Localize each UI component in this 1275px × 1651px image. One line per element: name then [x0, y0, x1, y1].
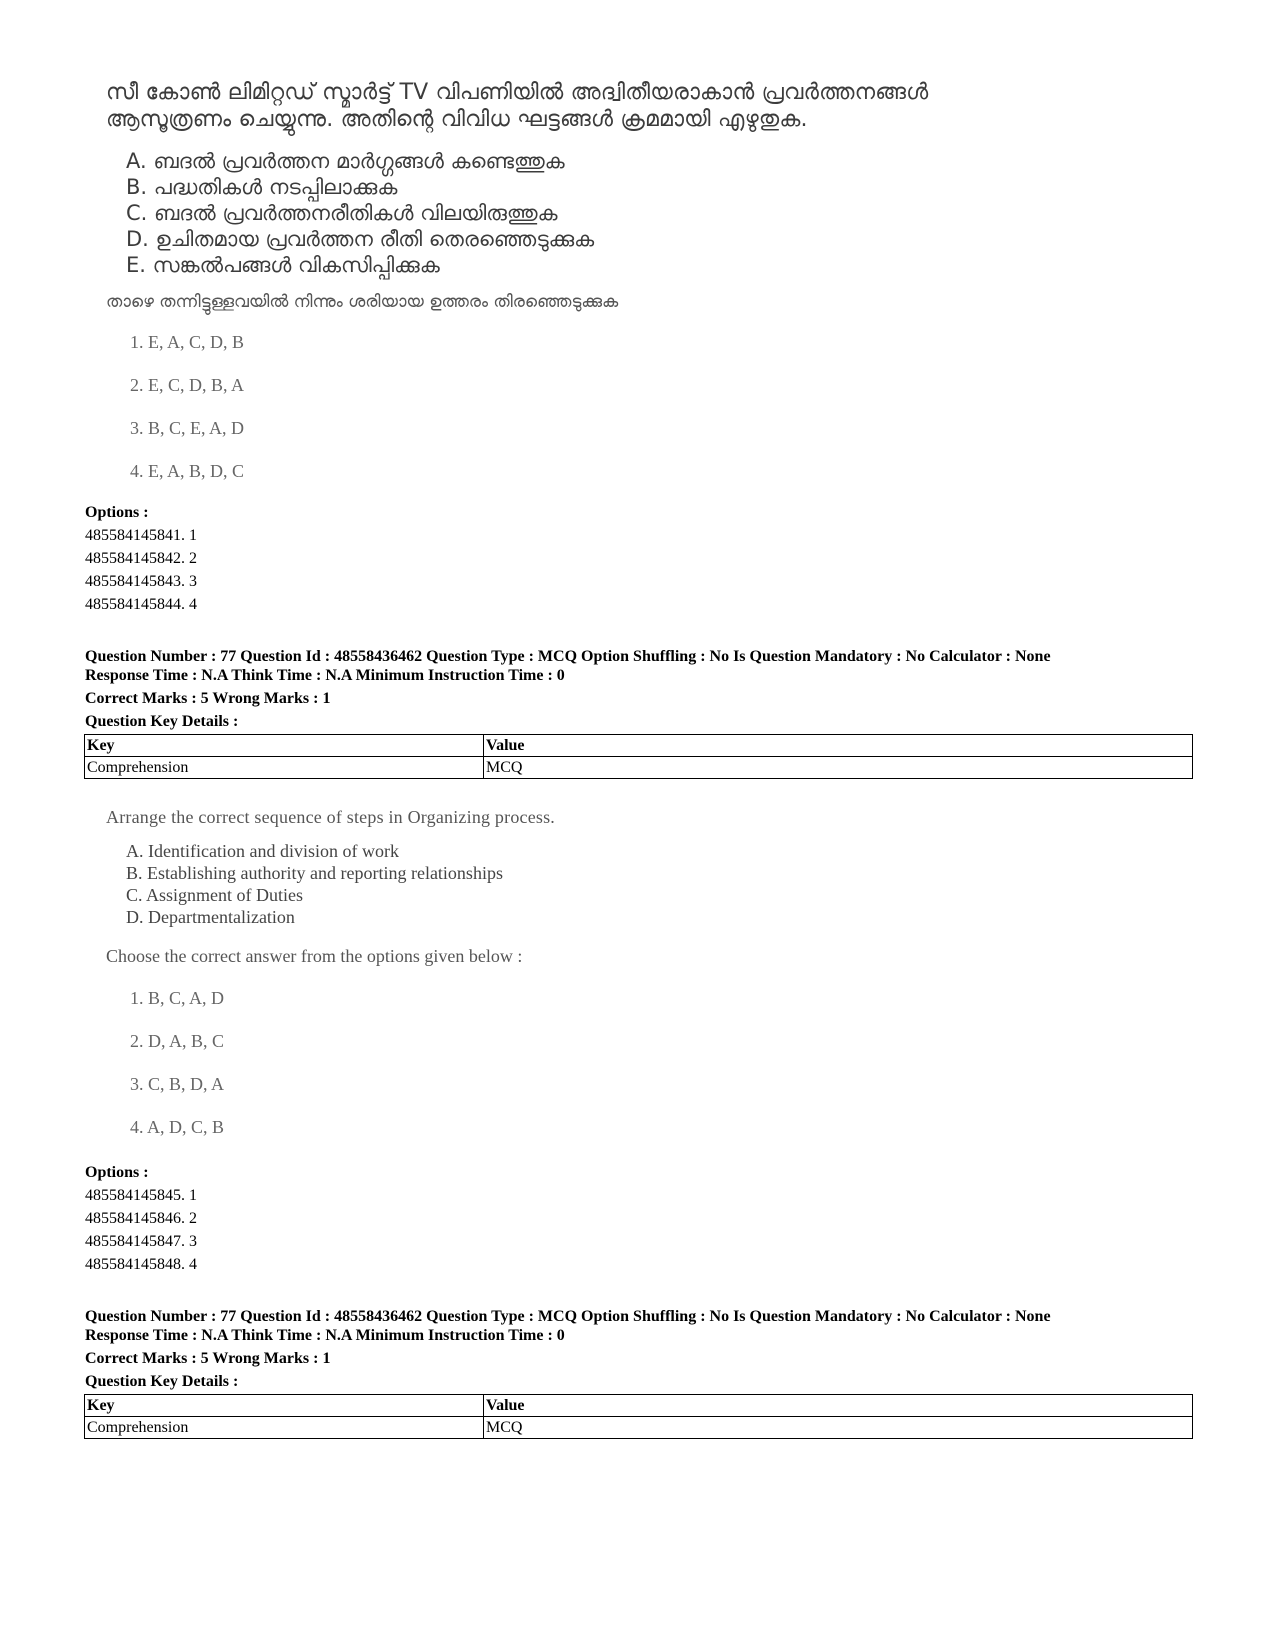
table-row [85, 1417, 1193, 1439]
option-4: 485584145848. 4 [85, 1256, 197, 1273]
instruction: താഴെ തന്നിട്ടുള്ളവയിൽ നിന്നും ശരിയായ ഉത്തരം തിരഞ്ഞെടുക്കുക [106, 292, 619, 312]
key-details-table [84, 1394, 1193, 1439]
option-4: 485584145844. 4 [85, 596, 197, 613]
options-label: Options : [85, 1164, 149, 1181]
marks-line: Correct Marks : 5 Wrong Marks : 1 [85, 1350, 331, 1367]
table-header-row [85, 735, 1193, 757]
question-image-english [0, 790, 1275, 1150]
question-meta-line-2: Response Time : N.A Think Time : N.A Minimum Instruction Time : 0 [85, 1327, 565, 1344]
choice-1: 1. B, C, A, D [130, 988, 225, 1008]
question-meta-line-1: Question Number : 77 Question Id : 48558436462 Question Type : MCQ Option Shuffling : No Is Question Mandatory : No Calculator : None [85, 648, 1051, 665]
choice-4: 4. A, D, C, B [130, 1117, 225, 1137]
instruction: Choose the correct answer from the options given below : [106, 946, 523, 966]
statement-b: B. Establishing authority and reporting relationships [126, 863, 503, 883]
question-stem: Arrange the correct sequence of steps in Organizing process. [106, 807, 556, 827]
option-1: 485584145841. 1 [85, 527, 197, 544]
cell-key: Comprehension [85, 757, 484, 779]
option-2: 485584145846. 2 [85, 1210, 197, 1227]
table-row [85, 757, 1193, 779]
statement-c: C. ബദൽ പ്രവർത്തനരീതികൾ വിലയിരുത്തുക [126, 201, 558, 225]
choice-3: 3. C, B, D, A [130, 1074, 225, 1094]
header-key: Key [85, 1395, 484, 1417]
choice-2: 2. E, C, D, B, A [130, 375, 245, 395]
key-details-label: Question Key Details : [85, 713, 239, 730]
cell-key: Comprehension [85, 1417, 484, 1439]
statement-d: D. ഉചിതമായ പ്രവർത്തന രീതി തെരഞ്ഞെടുക്കുക [126, 227, 595, 251]
key-details-label: Question Key Details : [85, 1373, 239, 1390]
cell-value: MCQ [484, 757, 1193, 779]
statement-c: C. Assignment of Duties [126, 885, 304, 905]
choice-3: 3. B, C, E, A, D [130, 418, 245, 438]
header-key: Key [85, 735, 484, 757]
choice-1: 1. E, A, C, D, B [130, 332, 245, 352]
key-details-table [84, 734, 1193, 779]
header-value: Value [484, 1395, 1193, 1417]
options-label: Options : [85, 504, 149, 521]
question-stem-line-1: സീ കോൺ ലിമിറ്റഡ് സ്മാർട്ട് TV വിപണിയിൽ അദ്വിതീയരാകാൻ പ്രവർത്തനങ്ങൾ [106, 80, 929, 105]
choice-2: 2. D, A, B, C [130, 1031, 225, 1051]
choice-4: 4. E, A, B, D, C [130, 461, 245, 481]
question-image-malayalam [0, 0, 1275, 510]
statement-d: D. Departmentalization [126, 907, 295, 927]
statement-a: A. Identification and division of work [126, 841, 399, 861]
statement-a: A. ബദൽ പ്രവർത്തന മാർഗ്ഗങ്ങൾ കണ്ടെത്തുക [126, 149, 565, 173]
marks-line: Correct Marks : 5 Wrong Marks : 1 [85, 690, 331, 707]
option-2: 485584145842. 2 [85, 550, 197, 567]
question-meta-line-2: Response Time : N.A Think Time : N.A Minimum Instruction Time : 0 [85, 667, 565, 684]
option-3: 485584145843. 3 [85, 573, 197, 590]
question-stem-line-2: ആസൂത്രണം ചെയ്യുന്നു. അതിന്റെ വിവിധ ഘട്ടങ്ങൾ ക്രമമായി എഴുതുക. [106, 107, 808, 132]
header-value: Value [484, 735, 1193, 757]
cell-value: MCQ [484, 1417, 1193, 1439]
statement-b: B. പദ്ധതികൾ നടപ്പിലാക്കുക [126, 175, 398, 199]
table-header-row [85, 1395, 1193, 1417]
question-meta-line-1: Question Number : 77 Question Id : 48558436462 Question Type : MCQ Option Shuffling : No Is Question Mandatory : No Calculator : None [85, 1308, 1051, 1325]
option-3: 485584145847. 3 [85, 1233, 197, 1250]
option-1: 485584145845. 1 [85, 1187, 197, 1204]
statement-e: E. സങ്കൽപങ്ങൾ വികസിപ്പിക്കുക [126, 253, 440, 277]
